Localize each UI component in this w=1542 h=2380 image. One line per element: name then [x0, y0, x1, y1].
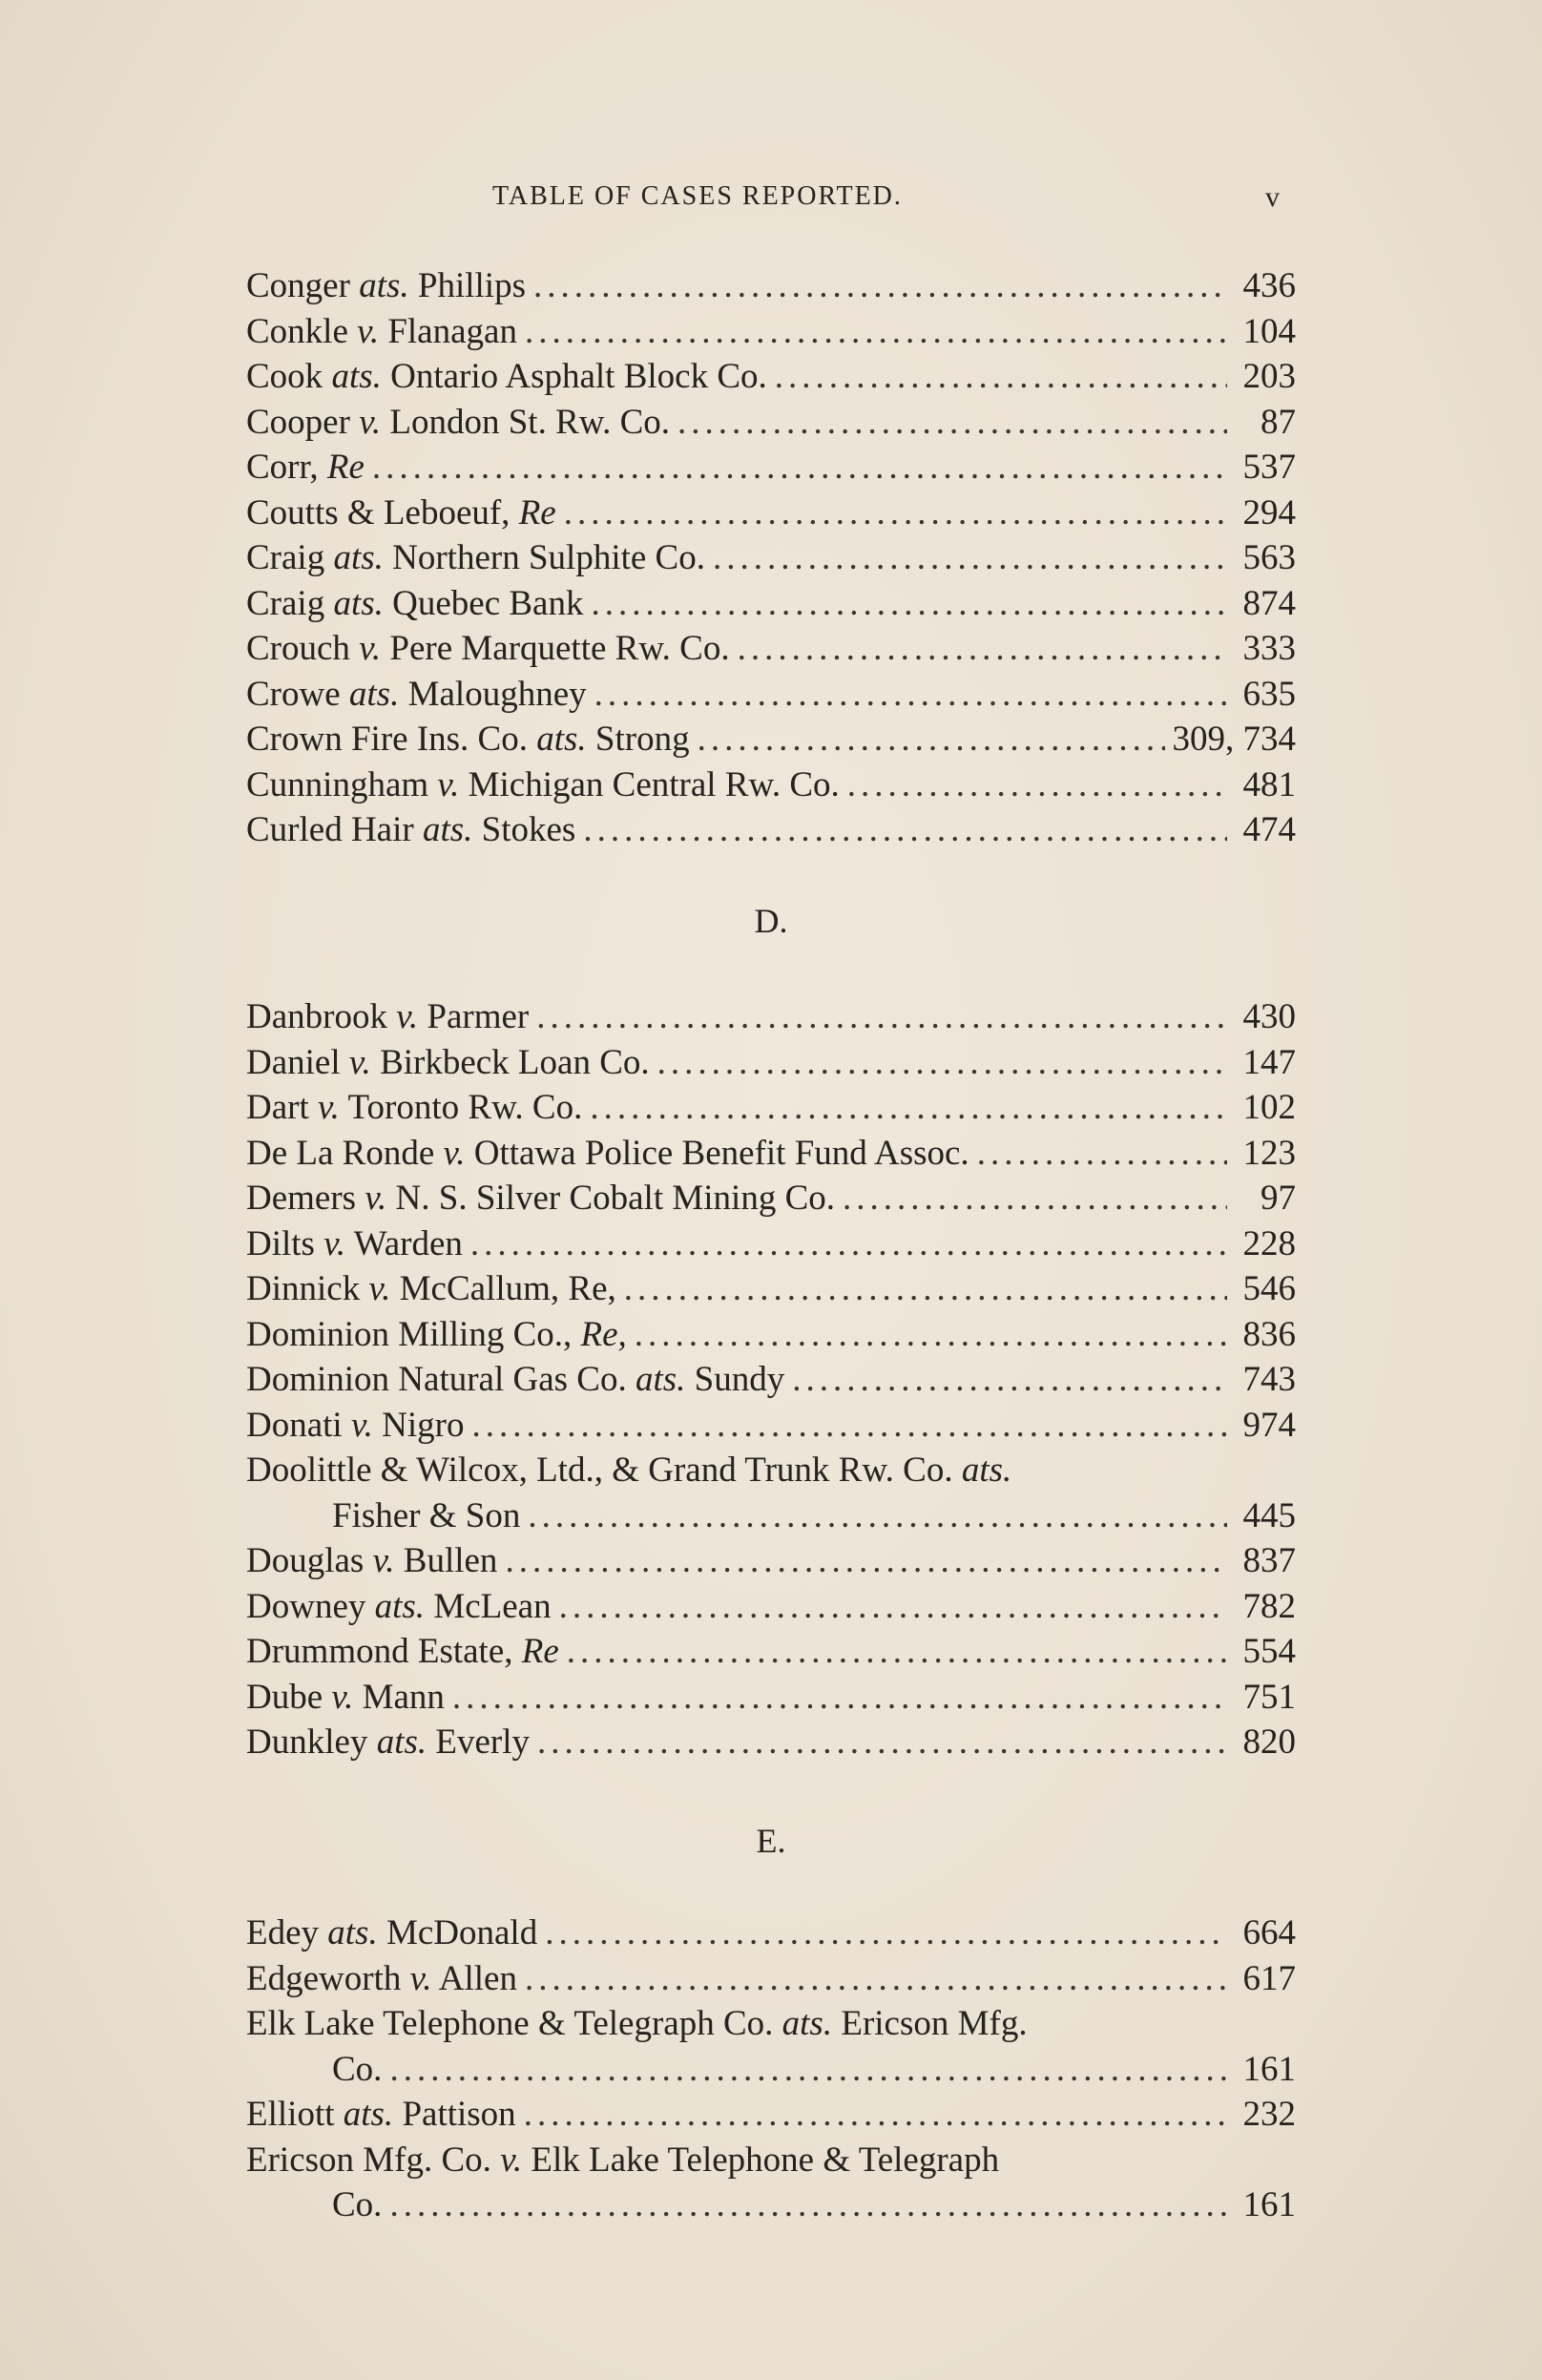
case-entry [246, 1040, 1296, 1086]
leader-dots [657, 1040, 1227, 1086]
leader-dots [564, 491, 1227, 536]
leader-dots [471, 1403, 1227, 1449]
page-ref: 333 [1242, 629, 1296, 668]
case-line [246, 2138, 1296, 2183]
page-ref: 617 [1242, 1958, 1296, 1998]
case-relation: ats. [781, 2004, 833, 2043]
case-relation: v. [348, 1042, 371, 1082]
leader-dots [505, 1538, 1227, 1584]
section-c-entries [246, 263, 1296, 853]
case-entry [246, 1956, 1296, 2002]
party-b: Sundy [694, 1360, 785, 1399]
page-ref: 554 [1242, 1632, 1296, 1671]
case-relation: v. [323, 1223, 346, 1263]
page-ref: 751 [1242, 1677, 1296, 1717]
case-line [246, 354, 1296, 400]
case-entry [246, 1357, 1296, 1403]
case-line [246, 1629, 1296, 1675]
page-ref: 161 [1242, 2049, 1296, 2089]
case-entry [246, 309, 1296, 355]
case-entry-continuation [246, 2047, 1296, 2093]
case-line [246, 2047, 1296, 2093]
party-a: Elk Lake Telephone & Telegraph Co. [246, 2004, 774, 2043]
leader-dots [545, 1910, 1227, 1956]
party-b: Ericson Mfg. [841, 2004, 1028, 2043]
page-ref: 837 [1242, 1541, 1296, 1580]
case-relation: v. [359, 629, 382, 668]
party-a: Conger [246, 266, 350, 305]
case-entry [246, 1448, 1296, 1493]
case-name [246, 1176, 835, 1221]
case-line [246, 1403, 1296, 1449]
case-line [246, 1675, 1296, 1721]
case-entry [246, 1675, 1296, 1721]
leader-dots [713, 535, 1227, 581]
case-name [246, 491, 556, 536]
party-b: Strong [594, 720, 690, 759]
party-a: Craig [246, 583, 325, 623]
case-name [246, 1538, 497, 1584]
leader-dots [591, 581, 1227, 627]
party-b: Warden [353, 1223, 463, 1263]
party-b: Maloughney [407, 674, 587, 714]
case-line [246, 1266, 1296, 1312]
case-line [246, 2092, 1296, 2138]
case-name [246, 2092, 516, 2138]
party-a: Edgeworth [246, 1958, 402, 1998]
party-b: Mann [362, 1677, 445, 1717]
party-a: Dunkley [246, 1722, 368, 1762]
page-ref: 87 [1261, 402, 1296, 442]
case-line [246, 1131, 1296, 1177]
case-entry [246, 717, 1296, 762]
case-line [246, 672, 1296, 718]
page-ref: 102 [1242, 1088, 1296, 1127]
case-name [246, 626, 730, 672]
party-a: Danbrook [246, 997, 387, 1036]
page-ref: 546 [1242, 1269, 1296, 1308]
case-name [246, 1085, 582, 1131]
page-ref: 309, 734 [1172, 720, 1296, 759]
case-entry [246, 1584, 1296, 1630]
leader-dots [590, 1085, 1227, 1131]
case-relation: ats. [961, 1451, 1012, 1490]
case-name [246, 717, 690, 762]
case-line [246, 626, 1296, 672]
case-entry [246, 626, 1296, 672]
party-a: Dinnick [246, 1269, 361, 1308]
party-a: Edey [246, 1913, 320, 1952]
case-relation: ats. [348, 674, 400, 714]
case-line [246, 1040, 1296, 1086]
page-ref: 635 [1242, 674, 1296, 714]
leader-dots [738, 626, 1227, 672]
case-line [246, 400, 1296, 446]
party-b: Everly [435, 1722, 530, 1762]
case-entry [246, 1910, 1296, 1956]
case-name [246, 1720, 530, 1765]
leader-dots [528, 1493, 1227, 1539]
section-d-entries [246, 994, 1296, 1765]
party-a: Dube [246, 1677, 323, 1717]
page-ref: 123 [1242, 1133, 1296, 1173]
party-b: McCallum, Re, [399, 1269, 616, 1308]
case-relation: v. [331, 1677, 354, 1717]
case-name [246, 445, 365, 491]
case-line [246, 994, 1296, 1040]
case-line [246, 1720, 1296, 1765]
case-name [246, 1221, 463, 1267]
case-relation: ats. [331, 357, 382, 396]
case-relation: v. [368, 1269, 391, 1308]
case-entry [246, 445, 1296, 491]
case-entry [246, 1221, 1296, 1267]
party-b: Northern Sulphite Co. [392, 538, 705, 577]
leader-dots [536, 994, 1227, 1040]
case-entry [246, 263, 1296, 309]
case-line [246, 1910, 1296, 1956]
page-ref: 294 [1242, 492, 1296, 532]
case-line [246, 1584, 1296, 1630]
party-b: Flanagan [387, 311, 517, 351]
case-name [246, 672, 587, 718]
case-entry [246, 2001, 1296, 2047]
case-line [246, 807, 1296, 853]
case-line [246, 2001, 1296, 2047]
case-entry [246, 1538, 1296, 1584]
case-entry [246, 1629, 1296, 1675]
party-continuation: Co. [332, 2185, 383, 2224]
page-ref: 161 [1242, 2185, 1296, 2224]
case-line [246, 717, 1296, 762]
case-name [246, 400, 670, 446]
case-entry [246, 1085, 1296, 1131]
leader-dots [525, 309, 1227, 355]
leader-dots [537, 1720, 1227, 1765]
case-relation: v. [443, 1133, 466, 1173]
leader-dots [843, 1176, 1227, 1221]
case-name [246, 263, 526, 309]
case-line [246, 1085, 1296, 1131]
case-name [246, 1910, 537, 1956]
case-entry-continuation [246, 1493, 1296, 1539]
party-b: Birkbeck Loan Co. [380, 1042, 650, 1082]
running-title: TABLE OF CASES REPORTED. [492, 181, 903, 211]
party-a: Craig [246, 538, 325, 577]
leader-dots [594, 672, 1227, 718]
leader-dots [524, 2092, 1227, 2138]
party-b: Phillips [417, 266, 526, 305]
section-e-entries [246, 1910, 1296, 2228]
case-relation: v. [350, 1405, 373, 1445]
case-entry [246, 1266, 1296, 1312]
leader-dots [452, 1675, 1227, 1721]
page-ref: 782 [1242, 1586, 1296, 1626]
case-name [246, 807, 575, 853]
case-line [246, 1538, 1296, 1584]
leader-dots [624, 1266, 1227, 1312]
party-b: Ontario Asphalt Block Co. [390, 357, 767, 396]
party-b: Nigro [382, 1405, 465, 1445]
case-relation: v. [359, 402, 382, 442]
party-a: Crowe [246, 674, 341, 714]
page-ref: 97 [1261, 1179, 1296, 1218]
page-ref: 203 [1242, 357, 1296, 396]
case-entry [246, 1131, 1296, 1177]
case-line [246, 491, 1296, 536]
case-entry [246, 807, 1296, 853]
page-ref: 436 [1242, 266, 1296, 305]
party-b: London St. Rw. Co. [389, 402, 671, 442]
page-ref: 232 [1242, 2095, 1296, 2134]
page-ref: 147 [1242, 1042, 1296, 1082]
page-ref: 228 [1242, 1223, 1296, 1263]
case-relation: ats. [359, 266, 409, 305]
case-line [246, 263, 1296, 309]
case-entry [246, 2138, 1296, 2183]
party-a: Donati [246, 1405, 343, 1445]
case-name [246, 1040, 650, 1086]
party-b: McDonald [386, 1913, 538, 1952]
party-b: McLean [433, 1586, 552, 1626]
leader-dots [567, 1629, 1227, 1675]
case-name [246, 994, 529, 1040]
case-line [246, 1357, 1296, 1403]
party-a: Daniel [246, 1042, 341, 1082]
leader-dots [389, 2047, 1227, 2093]
case-entry [246, 994, 1296, 1040]
party-a: Dominion Milling Co., [246, 1314, 573, 1354]
case-entry [246, 1720, 1296, 1765]
case-entry [246, 354, 1296, 400]
case-entry [246, 762, 1296, 808]
leader-dots [470, 1221, 1227, 1267]
case-entry [246, 1176, 1296, 1221]
leader-dots [847, 762, 1227, 808]
case-relation: ats. [343, 2095, 394, 2134]
case-relation: v. [372, 1541, 395, 1580]
party-b: Bullen [403, 1541, 498, 1580]
case-relation: v. [357, 311, 380, 351]
case-name [246, 1956, 517, 2002]
party-a: Dominion Natural Gas Co. [246, 1360, 627, 1399]
party-a: Crown Fire Ins. Co. [246, 720, 528, 759]
leader-dots [559, 1584, 1227, 1630]
case-line [246, 1221, 1296, 1267]
case-entry-continuation [246, 2182, 1296, 2228]
party-a: Dart [246, 1088, 309, 1127]
party-a: Cooper [246, 402, 350, 442]
case-name [246, 535, 705, 581]
case-relation: v. [500, 2140, 523, 2180]
case-line [246, 581, 1296, 627]
party-a: Douglas [246, 1541, 365, 1580]
case-name [246, 1312, 627, 1358]
page-ref: 836 [1242, 1314, 1296, 1354]
leader-dots [792, 1357, 1227, 1403]
party-b: Elk Lake Telephone & Telegraph [531, 2140, 1000, 2180]
party-b: Allen [438, 1958, 517, 1998]
case-relation: v. [318, 1088, 340, 1127]
case-name [246, 1131, 969, 1177]
case-relation: Re [518, 492, 556, 532]
party-a: Cook [246, 357, 323, 396]
section-letter-e: E. [756, 1822, 786, 1860]
case-relation: v. [409, 1958, 432, 1998]
leader-dots [389, 2182, 1227, 2228]
party-b: Pere Marquette Rw. Co. [389, 629, 730, 668]
case-entry [246, 491, 1296, 536]
case-name [246, 581, 583, 627]
page-ref: 820 [1242, 1722, 1296, 1762]
leader-dots [977, 1131, 1227, 1177]
case-name [246, 1266, 616, 1312]
party-a: Doolittle & Wilcox, Ltd., & Grand Trunk Rw. Co. [246, 1451, 953, 1490]
party-continuation: Fisher & Son [332, 1495, 521, 1535]
party-a: Elliott [246, 2095, 335, 2134]
page-ref: 664 [1242, 1913, 1296, 1952]
page-ref: 445 [1242, 1495, 1296, 1535]
case-name [246, 1629, 559, 1675]
party-a: Drummond Estate, [246, 1632, 513, 1671]
case-name [246, 1357, 784, 1403]
case-line [246, 535, 1296, 581]
page-ref: 974 [1242, 1405, 1296, 1445]
leader-dots [583, 807, 1227, 853]
party-b: Pattison [402, 2095, 516, 2134]
party-a: Cunningham [246, 764, 429, 804]
case-relation: ats. [422, 810, 473, 849]
case-line [246, 1493, 1296, 1539]
party-a: Crouch [246, 629, 350, 668]
case-relation: Re [326, 448, 365, 487]
case-entry [246, 1312, 1296, 1358]
page-number: v [1265, 181, 1280, 213]
page-ref: 474 [1242, 810, 1296, 849]
leader-dots [677, 400, 1227, 446]
party-b: N. S. Silver Cobalt Mining Co. [395, 1179, 835, 1218]
page-ref: 743 [1242, 1360, 1296, 1399]
party-a: Conkle [246, 311, 348, 351]
case-entry [246, 535, 1296, 581]
party-b: Stokes [481, 810, 576, 849]
case-entry [246, 581, 1296, 627]
case-relation: ats. [374, 1586, 426, 1626]
case-name [246, 1403, 464, 1449]
case-relation: ats. [635, 1360, 686, 1399]
party-a: Dilts [246, 1223, 315, 1263]
case-name [246, 1675, 445, 1721]
page-ref: 104 [1242, 311, 1296, 351]
case-line [246, 1312, 1296, 1358]
page-ref: 481 [1242, 764, 1296, 804]
case-name [246, 2001, 1028, 2047]
page-ref: 563 [1242, 538, 1296, 577]
party-b: Ottawa Police Benefit Fund Assoc. [473, 1133, 969, 1173]
case-name [246, 354, 767, 400]
page-ref: 874 [1242, 583, 1296, 623]
case-name [246, 2138, 999, 2183]
case-name [246, 1448, 1011, 1493]
leader-dots [775, 354, 1227, 400]
case-line [246, 309, 1296, 355]
party-b: Quebec Bank [392, 583, 584, 623]
case-entry [246, 1403, 1296, 1449]
section-letter-d: D. [754, 902, 788, 940]
leader-dots [635, 1312, 1227, 1358]
case-name [246, 1584, 552, 1630]
party-a: Ericson Mfg. Co. [246, 2140, 491, 2180]
case-entry [246, 672, 1296, 718]
leader-dots [525, 1956, 1227, 2002]
case-line [246, 1956, 1296, 2002]
leader-dots [533, 263, 1227, 309]
case-relation: Re [521, 1632, 559, 1671]
case-relation: v. [437, 764, 460, 804]
page-ref: 537 [1242, 448, 1296, 487]
case-relation: ats. [333, 583, 384, 623]
party-a: Curled Hair [246, 810, 414, 849]
party-b: Parmer [427, 997, 530, 1036]
party-a: Coutts & Leboeuf, [246, 492, 511, 532]
case-line [246, 762, 1296, 808]
case-entry [246, 2092, 1296, 2138]
party-a: Downey [246, 1586, 366, 1626]
leader-dots [698, 717, 1165, 762]
party-continuation: Co. [332, 2049, 383, 2089]
case-relation: ats. [376, 1722, 427, 1762]
party-a: Corr, [246, 448, 319, 487]
party-a: Demers [246, 1179, 357, 1218]
case-line [246, 1448, 1296, 1493]
case-relation: Re, [580, 1314, 627, 1354]
case-relation: ats. [327, 1913, 378, 1952]
page-header [0, 181, 1542, 219]
case-relation: v. [396, 997, 419, 1036]
party-b: Toronto Rw. Co. [347, 1088, 583, 1127]
party-b: Michigan Central Rw. Co. [468, 764, 840, 804]
case-relation: ats. [536, 720, 587, 759]
case-line [246, 2182, 1296, 2228]
page-ref: 430 [1242, 997, 1296, 1036]
case-name [246, 309, 517, 355]
case-name [246, 762, 840, 808]
case-entry [246, 400, 1296, 446]
party-a: De La Ronde [246, 1133, 435, 1173]
case-relation: v. [365, 1179, 387, 1218]
case-relation: ats. [333, 538, 384, 577]
leader-dots [372, 445, 1227, 491]
case-line [246, 445, 1296, 491]
case-line [246, 1176, 1296, 1221]
